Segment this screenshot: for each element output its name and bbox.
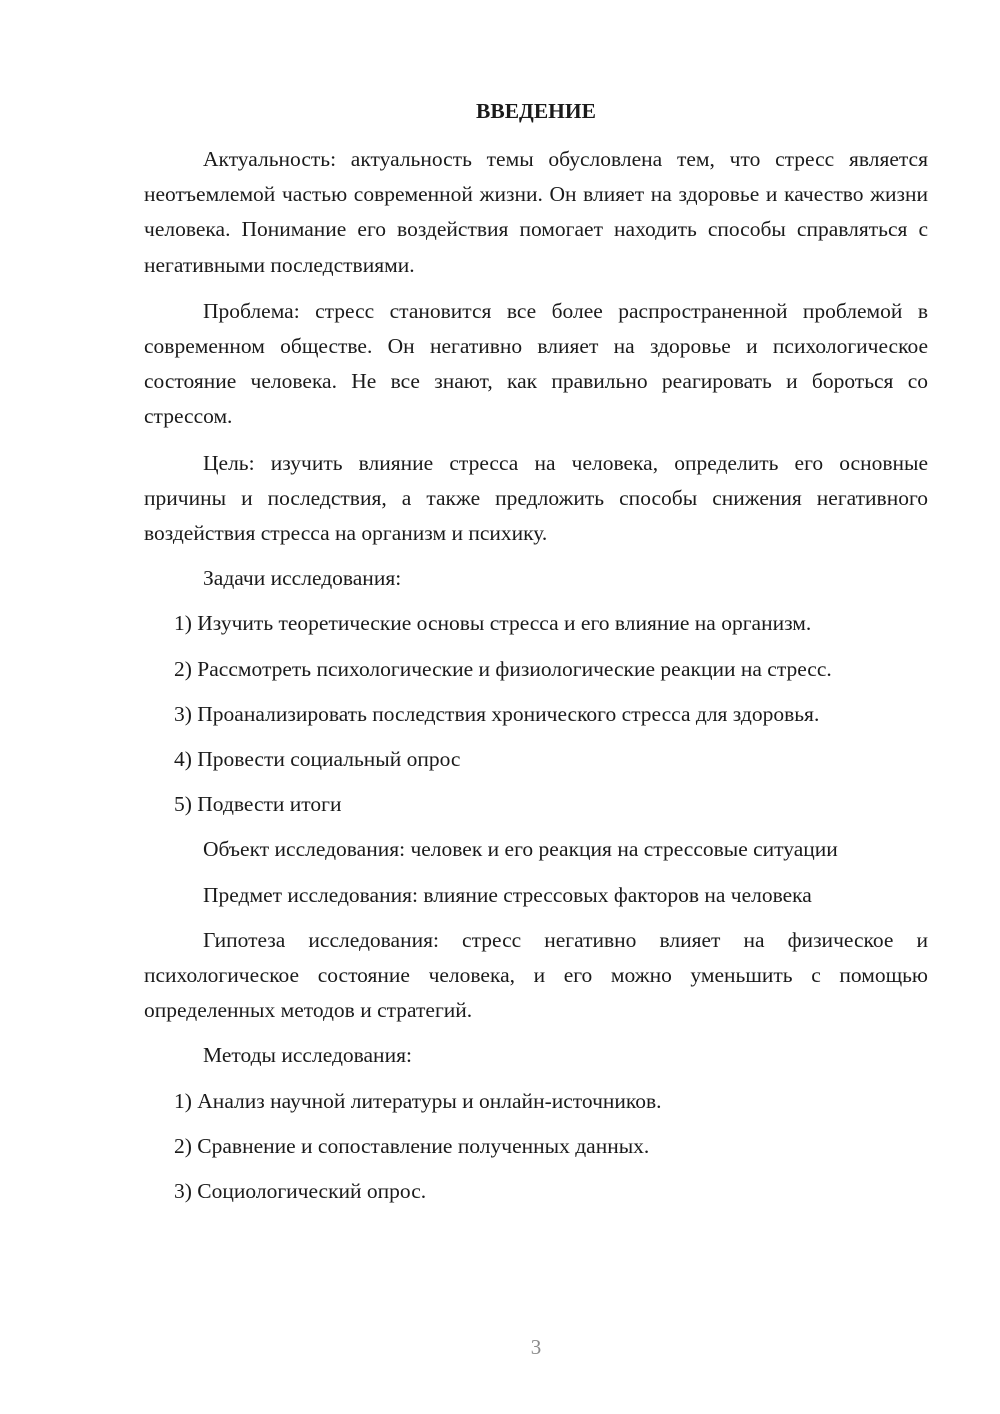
page-title: ВВЕДЕНИЕ	[476, 99, 596, 123]
body-text-block	[144, 142, 928, 1209]
tasks-heading: Задачи исследования:	[203, 566, 402, 591]
hypothesis-paragraph: Гипотеза исследования: стресс негативно влияет на физическое и психологическое состояние человека, и его можно уменьшить с помощью определенных методов и стратегий.	[144, 927, 928, 1023]
method-item: 3) Социологический опрос.	[174, 1179, 427, 1204]
page-number: 3	[530, 1335, 542, 1359]
task-item: 1) Изучить теоретические основы стресса и его влияние на организм.	[174, 611, 812, 636]
object-paragraph: Объект исследования: человек и его реакция на стрессовые ситуации	[203, 837, 838, 862]
goal-paragraph: Цель: изучить влияние стресса на человека, определить его основные причины и последствия, а также предложить способы снижения негативного воздействия стресса на организм и психику.	[144, 450, 928, 546]
method-item: 1) Анализ научной литературы и онлайн-источников.	[174, 1088, 662, 1113]
task-item: 4) Провести социальный опрос	[174, 747, 461, 772]
subject-paragraph: Предмет исследования: влияние стрессовых факторов на человека	[203, 882, 812, 907]
task-item: 5) Подвести итоги	[174, 792, 342, 817]
problem-paragraph: Проблема: стресс становится все более распространенной проблемой в современном обществе. Он негативно влияет на здоровье и психологическое состояние человека. Не все знают, как правильно реагировать и бороться со стрессом.	[144, 298, 928, 429]
method-item: 2) Сравнение и сопоставление полученных данных.	[174, 1133, 650, 1158]
relevance-paragraph: Актуальность: актуальность темы обусловлена тем, что стресс является неотъемлемой частью современной жизни. Он влияет на здоровье и качество жизни человека. Понимание его воздействия помогает находить способы справляться с негативными последствиями.	[144, 147, 928, 277]
task-item: 3) Проанализировать последствия хронического стресса для здоровья.	[174, 701, 820, 726]
task-item: 2) Рассмотреть психологические и физиологические реакции на стресс.	[174, 656, 832, 681]
methods-heading: Методы исследования:	[203, 1043, 412, 1068]
